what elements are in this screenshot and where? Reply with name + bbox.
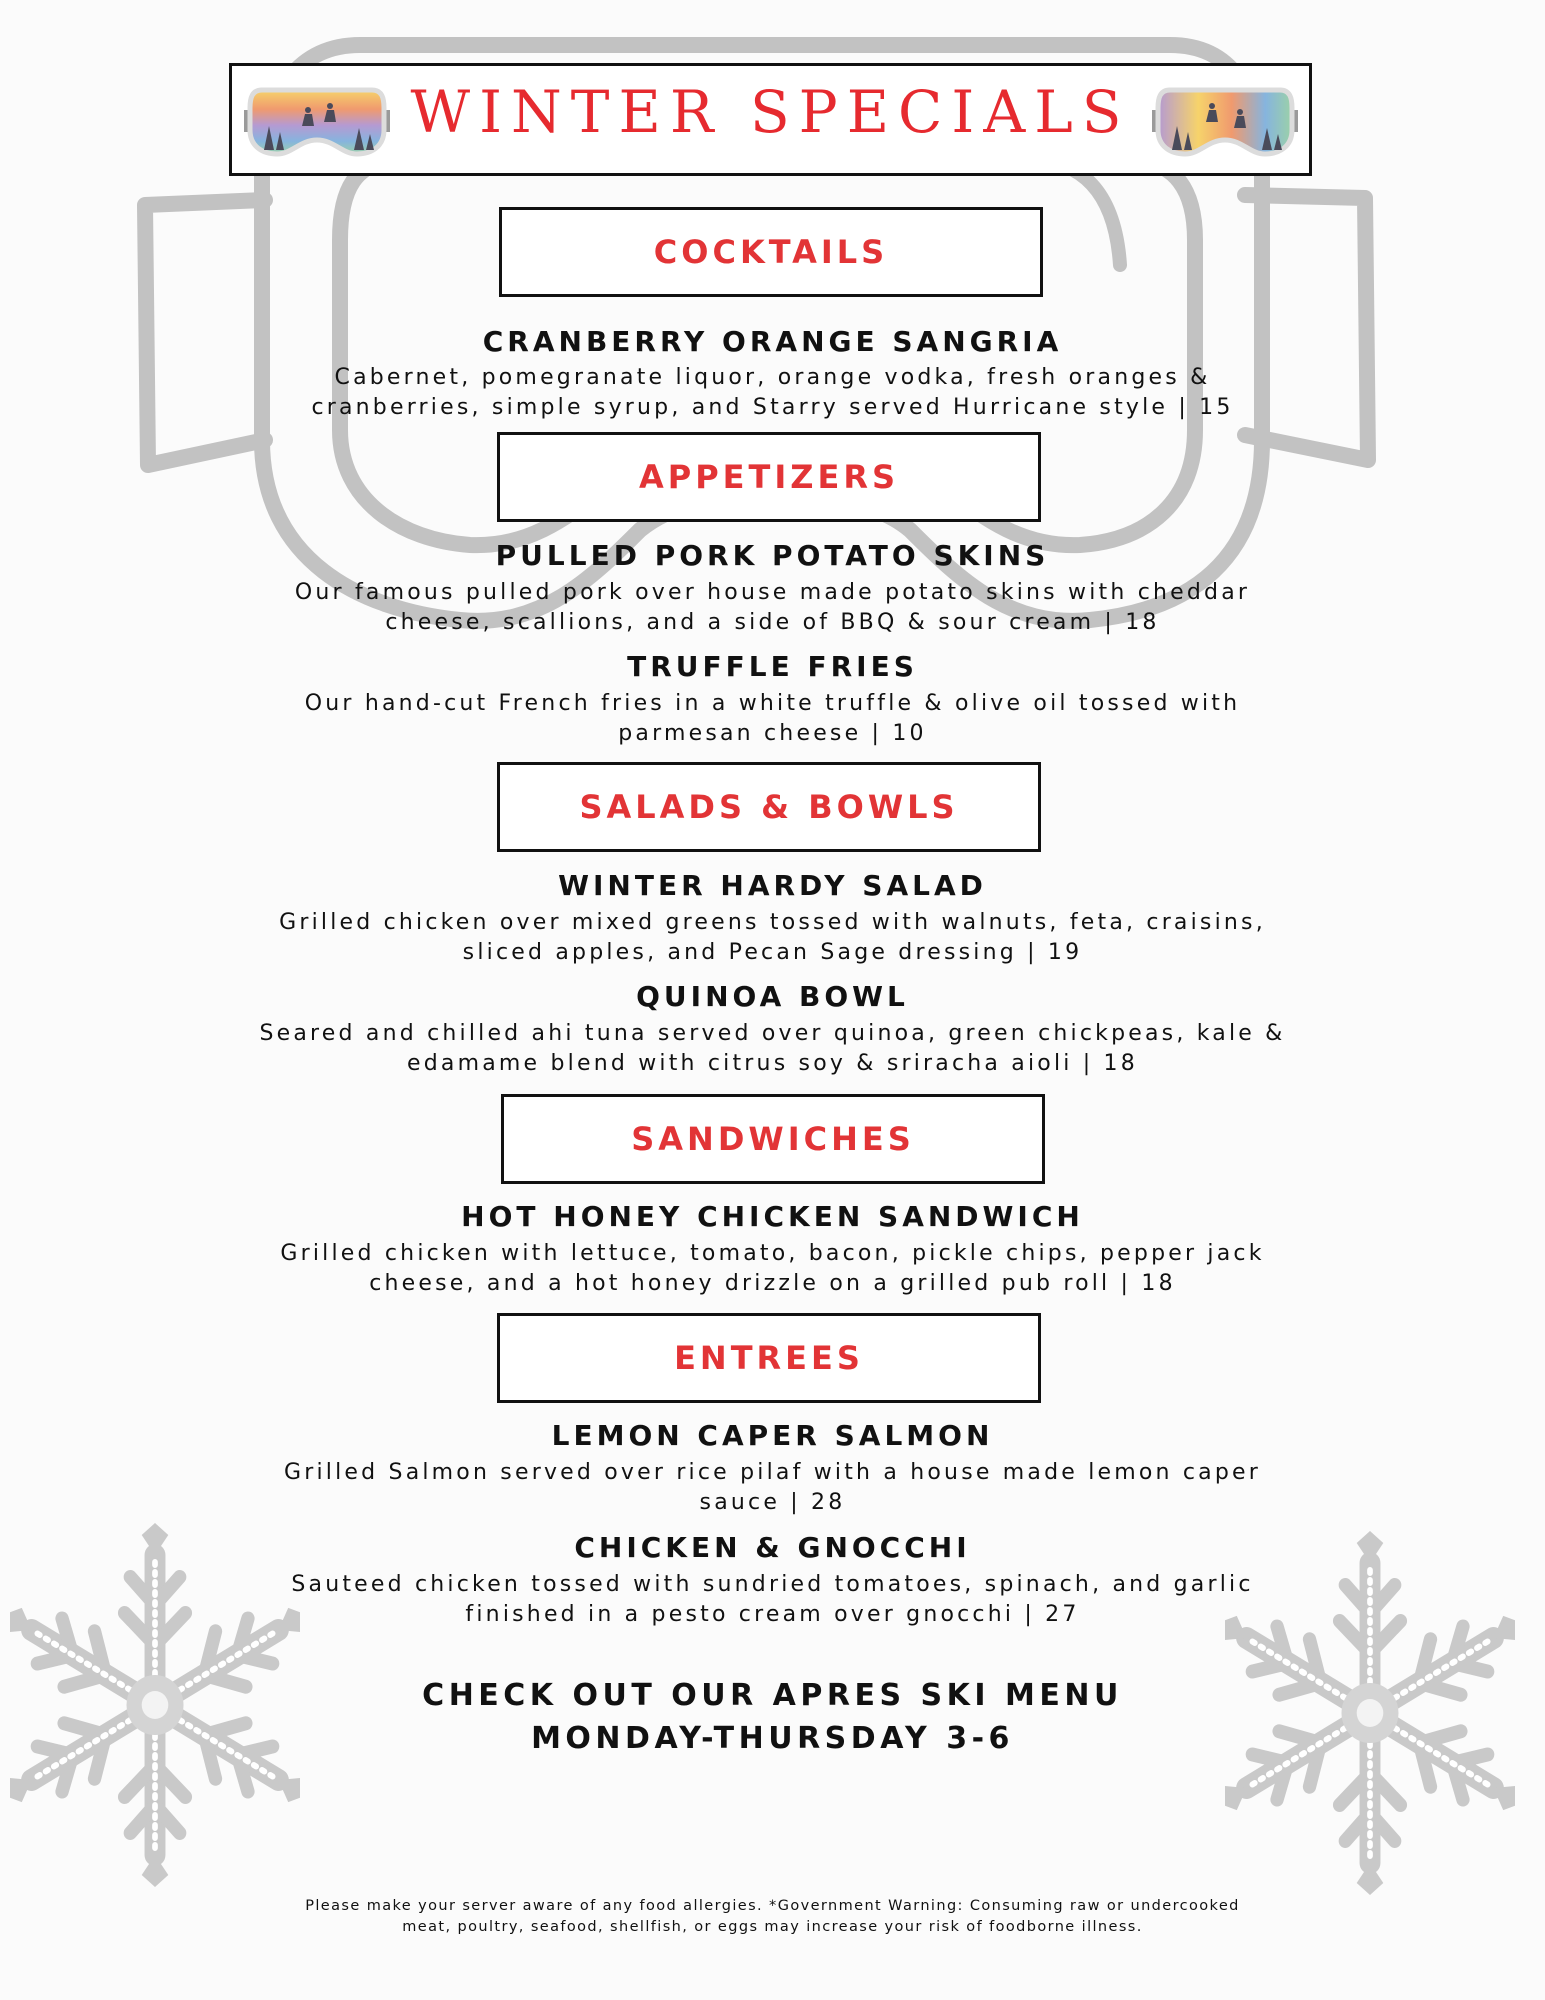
item-description-line: edamame blend with citrus soy & sriracha aioli | 18 bbox=[407, 1051, 1138, 1076]
header-banner bbox=[229, 63, 1312, 176]
item-description-line: Seared and chilled ahi tuna served over quinoa, green chickpeas, kale & bbox=[259, 1021, 1286, 1046]
allergy-disclaimer bbox=[200, 1896, 1345, 1938]
section-header-cocktails bbox=[499, 207, 1043, 297]
item-description-line: sauce | 28 bbox=[699, 1490, 846, 1515]
item-description-line: cheese, and a hot honey drizzle on a grilled pub roll | 18 bbox=[369, 1271, 1176, 1296]
item-name: CRANBERRY ORANGE SANGRIA bbox=[482, 325, 1063, 358]
item-name: WINTER HARDY SALAD bbox=[558, 869, 987, 902]
item-name: PULLED PORK POTATO SKINS bbox=[495, 539, 1050, 572]
item-description-line: parmesan cheese | 10 bbox=[618, 721, 927, 746]
item-description-line: cheese, scallions, and a side of BBQ & sour cream | 18 bbox=[385, 610, 1160, 635]
item-description-line: Sauteed chicken tossed with sundried tomatoes, spinach, and garlic bbox=[291, 1572, 1254, 1597]
snowflake-icon bbox=[10, 1520, 300, 1890]
item-description-line: Cabernet, pomegranate liquor, orange vodka, fresh oranges & bbox=[334, 365, 1211, 390]
item-description-line: Grilled chicken over mixed greens tossed with walnuts, feta, craisins, bbox=[279, 910, 1266, 935]
section-header-appetizers bbox=[497, 432, 1041, 522]
ski-goggles-icon bbox=[1150, 84, 1300, 160]
item-description-line: Our hand-cut French fries in a white truffle & olive oil tossed with bbox=[304, 691, 1241, 716]
section-header-entrees bbox=[497, 1313, 1041, 1403]
item-description bbox=[220, 363, 1325, 423]
item-description bbox=[220, 1239, 1325, 1299]
section-header-sandwiches bbox=[501, 1094, 1045, 1184]
item-description-line: Grilled chicken with lettuce, tomato, bacon, pickle chips, pepper jack bbox=[280, 1241, 1265, 1266]
item-description-line: cranberries, simple syrup, and Starry served Hurricane style | 15 bbox=[311, 395, 1234, 420]
section-header-salads-bowls bbox=[497, 762, 1041, 852]
item-name: LEMON CAPER SALMON bbox=[551, 1419, 994, 1452]
section-label: APPETIZERS bbox=[638, 458, 899, 496]
page-title: WINTER SPECIALS bbox=[410, 78, 1131, 146]
item-name: QUINOA BOWL bbox=[636, 980, 909, 1013]
section-label: SANDWICHES bbox=[631, 1120, 915, 1158]
callout-line: CHECK OUT OUR APRES SKI MENU bbox=[422, 1678, 1123, 1713]
callout-line: MONDAY-THURSDAY 3-6 bbox=[531, 1721, 1014, 1756]
item-description bbox=[220, 1570, 1325, 1630]
item-description bbox=[220, 908, 1325, 968]
item-name: HOT HONEY CHICKEN SANDWICH bbox=[461, 1200, 1084, 1233]
disclaimer-line: Please make your server aware of any food allergies. *Government Warning: Consuming raw or undercooked bbox=[305, 1898, 1240, 1914]
item-name: TRUFFLE FRIES bbox=[627, 650, 918, 683]
section-label: COCKTAILS bbox=[653, 233, 889, 271]
item-description bbox=[220, 689, 1325, 749]
disclaimer-line: meat, poultry, seafood, shellfish, or eggs may increase your risk of foodborne illness. bbox=[402, 1919, 1143, 1935]
item-name: CHICKEN & GNOCCHI bbox=[574, 1531, 971, 1564]
item-description bbox=[220, 1458, 1325, 1518]
item-description-line: sliced apples, and Pecan Sage dressing | 19 bbox=[462, 940, 1083, 965]
snowflake-icon bbox=[1225, 1528, 1515, 1898]
item-description-line: Grilled Salmon served over rice pilaf with a house made lemon caper bbox=[284, 1460, 1261, 1485]
item-description-line: finished in a pesto cream over gnocchi | 27 bbox=[465, 1602, 1080, 1627]
section-label: SALADS & BOWLS bbox=[579, 788, 959, 826]
item-description-line: Our famous pulled pork over house made potato skins with cheddar bbox=[294, 580, 1251, 605]
item-description bbox=[220, 1019, 1325, 1079]
section-label: ENTREES bbox=[674, 1339, 864, 1377]
item-description bbox=[220, 578, 1325, 638]
